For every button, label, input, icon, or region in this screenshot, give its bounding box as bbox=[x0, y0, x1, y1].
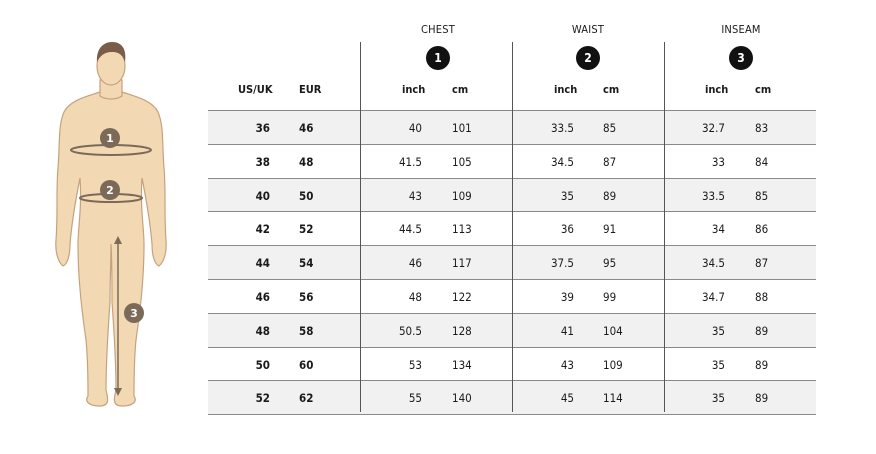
us-uk-cell: 46 bbox=[255, 290, 270, 304]
waist-cm-cell: 104 bbox=[603, 324, 623, 338]
inseam-cm-cell: 85 bbox=[755, 189, 769, 203]
chest-header: CHEST bbox=[421, 23, 455, 36]
waist-inch-cell: 35 bbox=[560, 189, 574, 203]
eur-cell: 50 bbox=[299, 189, 314, 203]
waist-cm-cell: 87 bbox=[603, 155, 617, 169]
waist-inch-cell: 45 bbox=[560, 391, 574, 405]
us-uk-cell: 48 bbox=[255, 324, 270, 338]
chest-inch-header: inch bbox=[402, 83, 426, 96]
inseam-inch-cell: 35 bbox=[711, 391, 725, 405]
waist-cm-cell: 91 bbox=[603, 222, 617, 236]
inseam-cm-cell: 89 bbox=[755, 324, 769, 338]
waist-cm-header: cm bbox=[603, 83, 620, 96]
inseam-cm-cell: 89 bbox=[755, 391, 769, 405]
inseam-inch-cell: 34 bbox=[711, 222, 725, 236]
eur-cell: 56 bbox=[299, 290, 314, 304]
column-divider bbox=[360, 42, 361, 412]
waist-inch-cell: 39 bbox=[560, 290, 574, 304]
inseam-cm-cell: 89 bbox=[755, 358, 769, 372]
eur-cell: 48 bbox=[299, 155, 314, 169]
waist-inch-cell: 43 bbox=[560, 358, 574, 372]
waist-header: WAIST bbox=[571, 23, 605, 36]
inseam-inch-cell: 32.7 bbox=[701, 121, 725, 135]
eur-header: EUR bbox=[299, 83, 322, 96]
eur-cell: 58 bbox=[299, 324, 314, 338]
chest-cm-cell: 105 bbox=[452, 155, 472, 169]
chest-inch-cell: 44.5 bbox=[398, 222, 422, 236]
inseam-inch-cell: 34.7 bbox=[701, 290, 725, 304]
inseam-inch-cell: 33 bbox=[711, 155, 725, 169]
chest-cm-cell: 140 bbox=[452, 391, 472, 405]
waist-inch-cell: 41 bbox=[560, 324, 574, 338]
inseam-header: INSEAM bbox=[721, 23, 761, 36]
us-uk-cell: 52 bbox=[255, 391, 270, 405]
waist-marker-label: 2 bbox=[106, 184, 114, 197]
chest-cm-cell: 101 bbox=[452, 121, 472, 135]
inseam-inch-cell: 34.5 bbox=[701, 256, 725, 270]
eur-cell: 54 bbox=[299, 256, 314, 270]
us-uk-cell: 50 bbox=[255, 358, 270, 372]
chest-inch-cell: 46 bbox=[408, 256, 422, 270]
chest-cm-header: cm bbox=[452, 83, 469, 96]
chest-cm-cell: 109 bbox=[452, 189, 472, 203]
us-uk-cell: 36 bbox=[255, 121, 270, 135]
chest-inch-cell: 48 bbox=[408, 290, 422, 304]
chest-cm-cell: 134 bbox=[452, 358, 472, 372]
chest-inch-cell: 53 bbox=[408, 358, 422, 372]
inseam-inch-cell: 33.5 bbox=[701, 189, 725, 203]
eur-cell: 62 bbox=[299, 391, 314, 405]
inseam-cm-cell: 88 bbox=[755, 290, 769, 304]
chest-cm-cell: 122 bbox=[452, 290, 472, 304]
waist-inch-cell: 34.5 bbox=[550, 155, 574, 169]
us-uk-cell: 44 bbox=[255, 256, 270, 270]
chest-inch-cell: 50.5 bbox=[398, 324, 422, 338]
us-uk-cell: 38 bbox=[255, 155, 270, 169]
inseam-inch-cell: 35 bbox=[711, 358, 725, 372]
inseam-inch-header: inch bbox=[705, 83, 729, 96]
waist-inch-cell: 37.5 bbox=[550, 256, 574, 270]
waist-cm-cell: 85 bbox=[603, 121, 617, 135]
row-divider bbox=[208, 414, 816, 415]
us-uk-cell: 42 bbox=[255, 222, 270, 236]
chest-inch-cell: 40 bbox=[408, 121, 422, 135]
us-uk-header: US/UK bbox=[238, 83, 273, 96]
chest-inch-cell: 41.5 bbox=[398, 155, 422, 169]
inseam-cm-header: cm bbox=[755, 83, 772, 96]
inseam-cm-cell: 83 bbox=[755, 121, 769, 135]
chest-badge: 1 bbox=[426, 46, 450, 70]
waist-badge: 2 bbox=[576, 46, 600, 70]
waist-cm-cell: 114 bbox=[603, 391, 623, 405]
inseam-badge: 3 bbox=[729, 46, 753, 70]
inseam-inch-cell: 35 bbox=[711, 324, 725, 338]
chest-marker-label: 1 bbox=[106, 132, 114, 145]
waist-cm-cell: 99 bbox=[603, 290, 617, 304]
chest-cm-cell: 117 bbox=[452, 256, 472, 270]
waist-inch-header: inch bbox=[554, 83, 578, 96]
inseam-cm-cell: 87 bbox=[755, 256, 769, 270]
body-silhouette bbox=[56, 47, 166, 406]
waist-inch-cell: 33.5 bbox=[550, 121, 574, 135]
body-measurement-figure bbox=[48, 40, 174, 412]
inseam-cm-cell: 84 bbox=[755, 155, 769, 169]
chest-cm-cell: 113 bbox=[452, 222, 472, 236]
eur-cell: 60 bbox=[299, 358, 314, 372]
column-divider bbox=[664, 42, 665, 412]
inseam-marker-label: 3 bbox=[130, 307, 138, 320]
us-uk-cell: 40 bbox=[255, 189, 270, 203]
waist-cm-cell: 89 bbox=[603, 189, 617, 203]
eur-cell: 46 bbox=[299, 121, 314, 135]
eur-cell: 52 bbox=[299, 222, 314, 236]
waist-cm-cell: 109 bbox=[603, 358, 623, 372]
inseam-cm-cell: 86 bbox=[755, 222, 769, 236]
chest-inch-cell: 43 bbox=[408, 189, 422, 203]
chest-cm-cell: 128 bbox=[452, 324, 472, 338]
waist-cm-cell: 95 bbox=[603, 256, 617, 270]
column-divider bbox=[512, 42, 513, 412]
waist-inch-cell: 36 bbox=[560, 222, 574, 236]
chest-inch-cell: 55 bbox=[408, 391, 422, 405]
